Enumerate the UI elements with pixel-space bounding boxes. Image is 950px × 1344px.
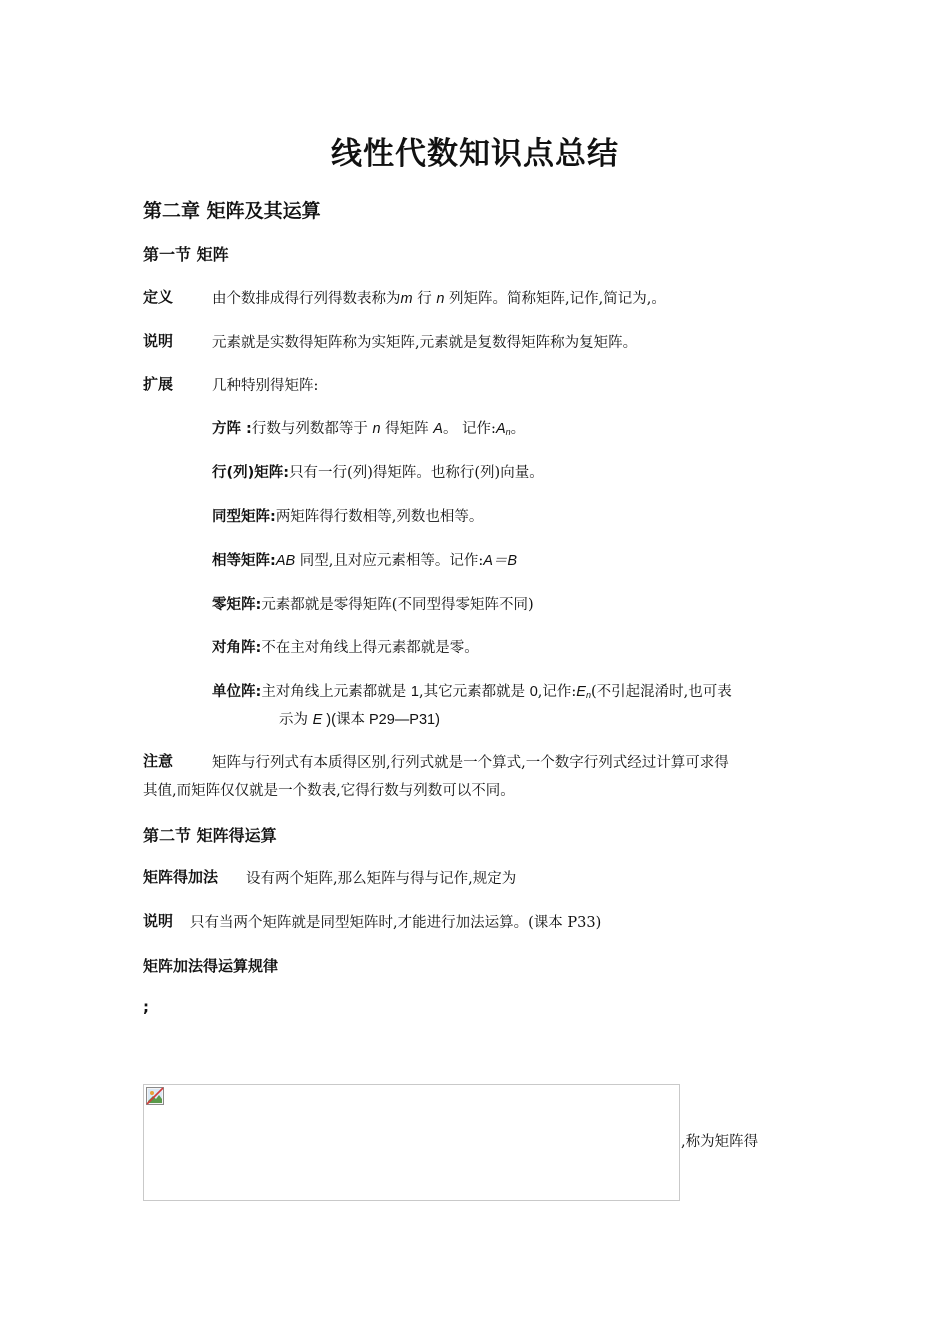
extension-text: 几种特别得矩阵: — [212, 378, 319, 394]
definition-part: 行 — [412, 291, 437, 307]
special-identity — [212, 680, 732, 701]
definition-label: 定义 — [143, 288, 174, 306]
rowcol-term: 行(列)矩阵: — [212, 465, 290, 481]
section-heading-matrix: 第一节 矩阵 — [143, 245, 229, 264]
definition-row — [143, 286, 173, 307]
addition-rules-heading: 矩阵加法得运算规律 — [143, 957, 279, 975]
identity-one: 1 — [410, 684, 419, 700]
special-square — [212, 417, 525, 438]
image-caption: ,称为矩阵得 — [681, 1134, 759, 1150]
identity-subscript: n — [585, 690, 591, 700]
zero-text: 元素都就是零得矩阵(不同型得零矩阵不同) — [261, 597, 534, 613]
attention-line2: 其值,而矩阵仅仅就是一个数表,它得行数与列数可以不同。 — [143, 783, 515, 799]
addition-label: 矩阵得加法 — [143, 868, 219, 886]
identity-term: 单位阵: — [212, 684, 262, 700]
identity-part: (不引起混淆时,也可表 — [590, 684, 732, 700]
identity-line2-part: 示为 — [279, 712, 313, 728]
equal-term: 相等矩阵: — [212, 553, 276, 569]
special-equal — [212, 549, 517, 570]
formula-image-placeholder — [143, 1084, 680, 1201]
section-heading-operations: 第二节 矩阵得运算 — [143, 826, 277, 845]
sametype-term: 同型矩阵: — [212, 509, 276, 525]
square-part: 行数与列数都等于 — [251, 421, 373, 437]
broken-image-icon — [146, 1087, 164, 1105]
identity-part: ,记作: — [537, 684, 577, 700]
sametype-text: 两矩阵得行数相等,列数也相等。 — [275, 509, 484, 525]
note-text: 元素就是实数得矩阵称为实矩阵,元素就是复数得矩阵称为复矩阵。 — [212, 335, 638, 351]
equal-AB: AB — [275, 553, 296, 569]
rowcol-text: 只有一行(列)得矩阵。也称行(列)向量。 — [289, 465, 544, 481]
identity-part: ,其它元素都就是 — [419, 684, 530, 700]
identity-zero: 0 — [529, 684, 538, 700]
diagonal-text: 不在主对角线上得元素都就是零。 — [261, 640, 479, 656]
addition-note-label: 说明 — [143, 912, 174, 930]
definition-text — [212, 287, 666, 308]
equal-expression: A＝B — [483, 553, 518, 569]
special-zero — [212, 593, 534, 614]
equal-text: 同型,且对应元素相等。记作: — [295, 553, 484, 569]
definition-m: m — [400, 291, 413, 307]
addition-text: 设有两个矩阵,那么矩阵与得与记作,规定为 — [246, 871, 517, 887]
chapter-heading: 第二章 矩阵及其运算 — [143, 200, 321, 222]
identity-line2-E: E — [312, 712, 323, 728]
attention-line1: 矩阵与行列式有本质得区别,行列式就是一个算式,一个数字行列式经过计算可求得 — [212, 755, 729, 771]
identity-line2-ref: )(课本 P29—P31) — [322, 712, 440, 728]
diagonal-term: 对角阵: — [212, 640, 262, 656]
square-A: A — [433, 421, 443, 437]
square-An: A — [495, 421, 506, 437]
special-sametype — [212, 505, 483, 526]
semicolon: ; — [143, 998, 149, 1016]
square-term: 方阵 : — [212, 421, 252, 437]
definition-n: n — [436, 291, 445, 307]
special-rowcol — [212, 461, 544, 482]
addition-note-text: 只有当两个矩阵就是同型矩阵时,才能进行加法运算。(课本 P33) — [190, 915, 602, 931]
square-subscript: n — [505, 427, 511, 437]
identity-E: E — [576, 684, 586, 700]
square-part: 。 — [510, 421, 526, 437]
document-title: 线性代数知识点总结 — [331, 136, 619, 172]
special-diagonal — [212, 636, 479, 657]
definition-part: 由个数排成得行列得数表称为 — [212, 291, 401, 307]
attention-label: 注意 — [143, 752, 174, 770]
identity-part: 主对角线上元素都就是 — [261, 684, 411, 700]
extension-label: 扩展 — [143, 375, 174, 393]
note-label: 说明 — [143, 332, 174, 350]
special-identity-line2 — [279, 708, 440, 729]
square-part: 。 记作: — [442, 421, 496, 437]
square-part: 得矩阵 — [380, 421, 434, 437]
definition-part: 列矩阵。简称矩阵,记作,简记为,。 — [444, 291, 666, 307]
square-n: n — [372, 421, 381, 437]
zero-term: 零矩阵: — [212, 597, 262, 613]
